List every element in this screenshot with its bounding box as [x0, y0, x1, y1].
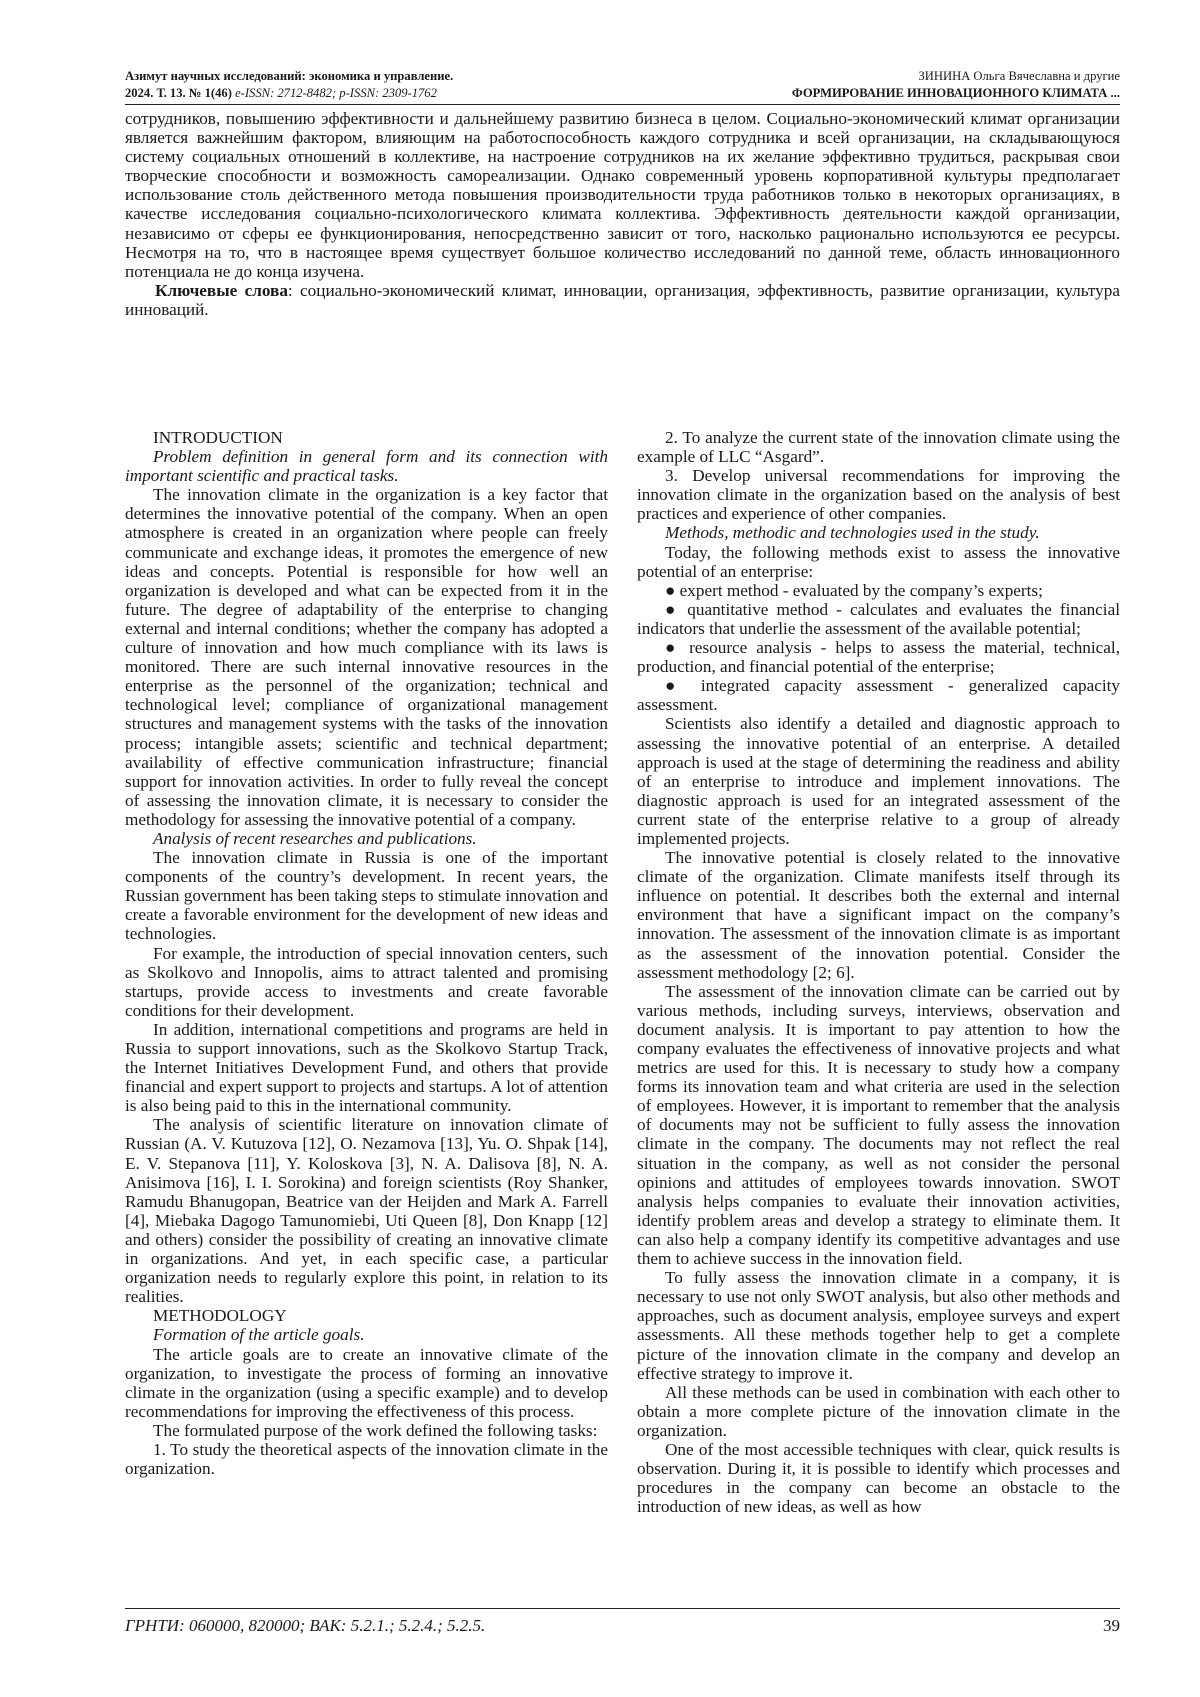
right-column — [637, 428, 1120, 1516]
paragraph: The analysis of scientific literature on innovation climate of Russian (A. V. Kutuzova [12], O. Nezamova [13], Yu. O. Shpak [14], E. V. Stepanova [11], Y. Koloskova [3], N. A. Dalisova [8], N. A. Anisimova [16], I. I. Sorokina) and foreign scientists (Roy Shanker, Ramudu Bhanugopan, Beatrice van der Heijden and Mark A. Farrell [4], Miebaka Dagogo Tamunomiebi, Uti Queen [8], Don Knapp [12] and others) consider the possibility of creating an innovative climate in organizations. And yet, in each specific case, a particular organization needs to regularly explore this point, in relation to its realities. — [125, 1115, 608, 1307]
journal-info — [125, 68, 453, 102]
bullet-item: ● quantitative method - calculates and evaluates the financial indicators that underlie the assessment of the available potential; — [637, 599, 1120, 638]
journal-issn: e-ISSN: 2712-8482; p-ISSN: 2309-1762 — [235, 86, 437, 100]
paragraph: Today, the following methods exist to assess the innovative potential of an enterprise: — [637, 542, 1120, 581]
paragraph: The innovative potential is closely related to the innovative climate of the organization. Climate manifests itself through its influence on potential. It describes both the external and internal environment that have a significant impact on the company’s innovation. The assessment of the innovation climate is as important as the assessment of the innovation potential. Consider the assessment methodology [2; 6]. — [637, 848, 1120, 982]
section-heading-introduction: INTRODUCTION — [153, 428, 283, 447]
subheading-article-goals: Formation of the article goals. — [153, 1325, 365, 1345]
paragraph: The assessment of the innovation climate can be carried out by various methods, including surveys, interviews, observation and document analysis. It is important to pay attention to how the company evaluates the effectiveness of innovative projects and what metrics are used for this. It is necessary to study how a company forms its innovation team and what criteria are used in the selection of employees. However, it is important to remember that the analysis of documents may not be sufficient to fully assess the innovation climate in the company. The documents may not reflect the real situation in the company, as well as not consider the personal opinions and attitudes of employees towards innovation. SWOT analysis helps companies to evaluate their innovation activities, identify problem areas and develop a strategy to eliminate them. It can also help a company identify its competitive advantages and use them to achieve success in the innovation field. — [637, 981, 1120, 1269]
keywords — [125, 281, 1120, 319]
article-running-title: ФОРМИРОВАНИЕ ИННОВАЦИОННОГО КЛИМАТА ... — [791, 86, 1120, 100]
article-info — [792, 68, 1120, 102]
classification-codes: ГРНТИ: 060000, 820000; ВАК: 5.2.1.; 5.2.4.; 5.2.5. — [125, 1616, 486, 1635]
page-number: 39 — [1103, 1616, 1120, 1635]
article-authors: ЗИНИНА Ольга Вячеславна и другие — [918, 69, 1120, 83]
journal-title: Азимут научных исследований: экономика и управление. — [125, 69, 454, 83]
left-column — [125, 428, 608, 1478]
keywords-list: : социально-экономический климат, инновации, организация, эффективность, развитие организации, культура инноваций. — [125, 280, 1120, 319]
bullet-item: ● integrated capacity assessment - generalized capacity assessment. — [637, 676, 1120, 715]
journal-volume: 2024. Т. 13. № 1(46) — [125, 86, 232, 100]
running-header — [125, 68, 1120, 102]
abstract-block — [125, 109, 1120, 319]
running-footer — [125, 1616, 1120, 1636]
header-divider — [125, 104, 1120, 105]
bullet-item: ● expert method - evaluated by the company’s experts; — [665, 580, 1043, 600]
paragraph: Scientists also identify a detailed and diagnostic approach to assessing the innovative potential of an enterprise. A detailed approach is used at the stage of determining the readiness and ability of an enterprise to introduce and implement innovations. The diagnostic approach is used for an integrated assessment of the current state of the enterprise relative to a group of already implemented projects. — [637, 714, 1120, 848]
paragraph: The formulated purpose of the work defined the following tasks: — [153, 1420, 598, 1440]
footer-divider — [125, 1608, 1120, 1609]
paragraph: All these methods can be used in combination with each other to obtain a more complete picture of the innovation climate in the organization. — [637, 1382, 1120, 1440]
task-item: 1. To study the theoretical aspects of the innovation climate in the organization. — [125, 1439, 608, 1479]
paragraph: The innovation climate in the organization is a key factor that determines the innovative potential of the company. When an open atmosphere is created in an organization where people can freely communicate and exchange ideas, it promotes the emergence of new ideas and concepts. Potential is responsible for how well an organization is developed and what can be expected from it in the future. The degree of adaptability of the enterprise to changing external and internal conditions; whether the company has adopted a culture of innovation and how much compliance with its laws is monitored. There are such internal innovative resources in the enterprise as the personnel of the organization; technical and technological level; compliance of organizational management structures and management systems with the tasks of the innovation process; intangible assets; scientific and technical department; availability of effective communication infrastructure; financial support for innovation activities. In order to fully reveal the concept of assessing the innovation climate, it is necessary to consider the methodology for assessing the innovative potential of a company. — [125, 485, 608, 829]
task-item: 3. Develop universal recommendations for improving the innovation climate in the organization based on the analysis of best practices and experience of other companies. — [637, 466, 1120, 524]
abstract-paragraph: сотрудников, повышению эффективности и дальнейшему развитию бизнеса в целом. Социально-экономический климат организации является важнейшим фактором, влияющим на работоспособность каждого сотрудника и всей организации, на складывающуюся систему социальных отношений в коллективе, на настроение сотрудников на их желание эффективно трудиться, раскрывая свои творческие способности и возможность самореализации. Однако современный уровень корпоративной культуры предполагает использование столь действенного метода повышения производительности труда работников только в некоторых организациях, в качестве исследования социально-психологического климата коллектива. Эффективность деятельности каждой организации, независимо от сферы ее функционирования, непосредственно зависит от того, насколько рационально используются ее ресурсы. Несмотря на то, что в настоящее время существует большое количество исследований по данной теме, область инновационного потенциала не до конца изучена. — [125, 109, 1120, 281]
subheading-methods: Methods, methodic and technologies used in the study. — [665, 523, 1040, 543]
paragraph: One of the most accessible techniques with clear, quick results is observation. During it, it is possible to identify which processes and procedures in the company can become an obstacle to the introduction of new ideas, as well as how — [637, 1439, 1120, 1517]
bullet-item: ● resource analysis - helps to assess the material, technical, production, and financial potential of the enterprise; — [637, 638, 1120, 677]
paragraph: To fully assess the innovation climate in a company, it is necessary to use not only SWOT analysis, but also other methods and approaches, such as document analysis, employee surveys and expert assessments. All these methods together help to get a complete picture of the innovation climate in the company and develop an effective strategy to improve it. — [637, 1268, 1120, 1383]
paragraph: The article goals are to create an innovative climate of the organization, to investigate the process of forming an innovative climate in the organization (using a specific example) and to develop recommendations for improving the effectiveness of this process. — [125, 1344, 608, 1421]
subheading-problem-definition: Problem definition in general form and its connection with important scientific and practical tasks. — [125, 447, 608, 486]
journal-issue-line — [125, 85, 453, 102]
subheading-analysis: Analysis of recent researches and publications. — [153, 828, 477, 848]
paragraph: For example, the introduction of special innovation centers, such as Skolkovo and Innopolis, aims to attract talented and promising startups, provide access to investments and create favorable conditions for their development. — [125, 943, 608, 1020]
section-heading-methodology: METHODOLOGY — [153, 1306, 287, 1326]
keywords-label: Ключевые слова — [155, 280, 288, 300]
paragraph: The innovation climate in Russia is one of the important components of the country’s development. In recent years, the Russian government has been taking steps to stimulate innovation and create a favorable environment for the development of new ideas and technologies. — [125, 848, 608, 944]
journal-page — [125, 68, 1120, 1668]
task-item: 2. To analyze the current state of the innovation climate using the example of LLC “Asgard”. — [637, 428, 1120, 467]
paragraph: In addition, international competitions and programs are held in Russia to support innovations, such as the Skolkovo Startup Track, the Internet Initiatives Development Fund, and others that provide financial and expert support to projects and startups. A lot of attention is also being paid to this in the international community. — [125, 1019, 608, 1116]
